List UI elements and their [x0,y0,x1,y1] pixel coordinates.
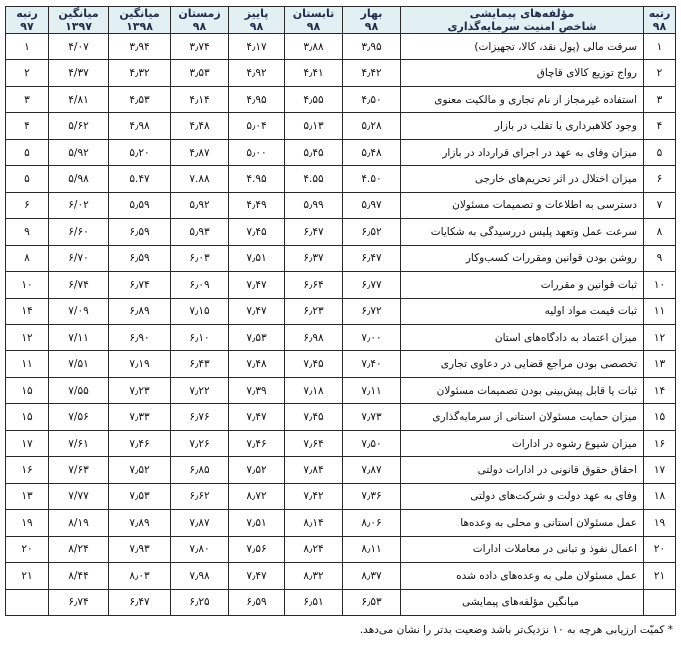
header-summer-year: ۹۸ [285,20,343,34]
table-body [6,34,676,616]
cell-winter: ۶٫۴۳ [171,351,229,377]
cell-avg97: ۵/۶۲ [49,113,109,139]
cell-spring: ۶٫۷۷ [343,272,401,298]
cell-summer: ۷٫۴۵ [285,351,343,377]
cell-rank97: ۱۹ [6,510,49,536]
cell-spring: ۷٫۳۶ [343,483,401,509]
cell-winter: ۷٫۹۸ [171,563,229,589]
cell-rank97: ۳ [6,86,49,112]
table-row [6,86,676,112]
cell-avg97: ۷/۷۷ [49,483,109,509]
cell-rank98: ۶ [644,166,676,192]
avg-cell-avg98: ۶٫۴۷ [109,589,171,615]
cell-autumn: ۸٫۷۲ [229,483,285,509]
cell-spring: ۷٫۸۷ [343,457,401,483]
header-winter-year: ۹۸ [171,20,229,34]
cell-winter: ۷٫۲۲ [171,377,229,403]
cell-rank97: ۱۴ [6,298,49,324]
cell-spring: ۵٫۴۸ [343,139,401,165]
cell-avg97: ۷/۵۱ [49,351,109,377]
cell-rank98: ۱۸ [644,483,676,509]
avg-cell-avg97: ۶٫۷۴ [49,589,109,615]
cell-rank98: ۳ [644,86,676,112]
cell-rank97: ۹ [6,219,49,245]
cell-autumn: ۷٫۴۷ [229,563,285,589]
cell-summer: ۸٫۲۴ [285,536,343,562]
cell-avg97: ۸/۲۴ [49,536,109,562]
cell-avg97: ۷/۱۱ [49,324,109,350]
cell-autumn: ۵٫۰۰ [229,139,285,165]
cell-summer: ۴٫۴۱ [285,60,343,86]
cell-autumn: ۷٫۵۲ [229,457,285,483]
cell-indicator: تخصصی بودن مراجع قضایی در دعاوی تجاری [401,351,644,377]
header-autumn: پاییز [229,7,285,21]
table-row [6,377,676,403]
cell-summer: ۶٫۴۷ [285,219,343,245]
cell-avg98: ۶٫۵۹ [109,245,171,271]
cell-rank97: ۵ [6,139,49,165]
cell-rank97: ۱۳ [6,483,49,509]
cell-rank97: ۴ [6,113,49,139]
cell-summer: ۷٫۶۴ [285,430,343,456]
cell-avg98: ۷٫۵۳ [109,483,171,509]
cell-indicator: میزان اعتماد به دادگاه‌های استان [401,324,644,350]
cell-avg97: ۶/۷۰ [49,245,109,271]
cell-avg98: ۷٫۱۹ [109,351,171,377]
cell-autumn: ۷٫۴۵ [229,219,285,245]
cell-rank98: ۷ [644,192,676,218]
avg-cell-empty [644,589,676,615]
cell-rank97: ۱۶ [6,457,49,483]
table-row [6,272,676,298]
average-row [6,589,676,615]
table-row [6,113,676,139]
cell-autumn: ۷٫۴۷ [229,272,285,298]
header-avg98: میانگین [109,7,171,21]
cell-autumn: ۴.۹۵ [229,166,285,192]
cell-avg97: ۸/۱۹ [49,510,109,536]
table-row [6,139,676,165]
cell-indicator: وفای به عهد دولت و شرکت‌های دولتی [401,483,644,509]
cell-rank98: ۱۵ [644,404,676,430]
table-row [6,510,676,536]
cell-rank98: ۱۳ [644,351,676,377]
header-spring-year: ۹۸ [343,20,401,34]
cell-indicator: رواج توزیع کالای قاچاق [401,60,644,86]
cell-indicator: ثبات یا قابل پیش‌بینی بودن تصمیمات مسئولان [401,377,644,403]
table-row [6,34,676,60]
cell-summer: ۷٫۸۴ [285,457,343,483]
cell-winter: ۶٫۷۶ [171,404,229,430]
cell-rank98: ۱۱ [644,298,676,324]
cell-rank97: ۱۵ [6,404,49,430]
cell-avg98: ۴٫۵۳ [109,86,171,112]
cell-avg98: ۵٫۲۰ [109,139,171,165]
cell-rank97: ۱۷ [6,430,49,456]
cell-winter: ۳٫۷۴ [171,34,229,60]
cell-winter: ۶٫۱۰ [171,324,229,350]
footnote: * کمیّت ارزیابی هرچه به ۱۰ نزدیک‌تر باشد وضعیت بدتر را نشان می‌دهد. [359,624,673,636]
cell-avg97: ۸/۴۴ [49,563,109,589]
cell-winter: ۷٫۸۰ [171,536,229,562]
cell-autumn: ۵٫۰۴ [229,113,285,139]
header-row-2 [6,20,676,34]
cell-avg97: ۴/۳۷ [49,60,109,86]
cell-winter: ۵٫۹۳ [171,219,229,245]
cell-winter: ۶٫۰۳ [171,245,229,271]
cell-rank97: ۱ [6,34,49,60]
cell-autumn: ۴٫۹۲ [229,60,285,86]
cell-spring: ۶٫۵۲ [343,219,401,245]
cell-summer: ۶٫۶۴ [285,272,343,298]
cell-rank98: ۱۲ [644,324,676,350]
cell-autumn: ۴٫۹۵ [229,86,285,112]
table-row [6,430,676,456]
cell-autumn: ۷٫۵۶ [229,536,285,562]
cell-summer: ۶٫۳۷ [285,245,343,271]
table-row [6,351,676,377]
cell-rank98: ۱۴ [644,377,676,403]
cell-summer: ۴٫۵۵ [285,86,343,112]
cell-rank98: ۱ [644,34,676,60]
header-avg98-year: ۱۳۹۸ [109,20,171,34]
cell-indicator: میزان وفای به عهد در اجرای قرارداد در بازار [401,139,644,165]
cell-spring: ۸٫۰۶ [343,510,401,536]
cell-avg97: ۶/۶۰ [49,219,109,245]
header-indicator: مؤلفه‌های پیمایشی [401,7,644,21]
table-row [6,457,676,483]
cell-avg97: ۷/۵۵ [49,377,109,403]
cell-indicator: سرقت مالی (پول نقد، کالا، تجهیزات) [401,34,644,60]
cell-rank98: ۲۱ [644,563,676,589]
cell-avg98: ۷٫۳۳ [109,404,171,430]
cell-winter: ۴٫۱۴ [171,86,229,112]
cell-summer: ۳٫۸۸ [285,34,343,60]
cell-indicator: میزان حمایت مسئولان استانی از سرمایه‌گذاری [401,404,644,430]
cell-avg98: ۷٫۹۳ [109,536,171,562]
cell-rank97: ۱۱ [6,351,49,377]
cell-avg98: ۳٫۹۴ [109,34,171,60]
cell-summer: ۴.۵۵ [285,166,343,192]
cell-winter: ۶٫۶۲ [171,483,229,509]
cell-winter: ۵٫۹۲ [171,192,229,218]
cell-summer: ۵٫۹۹ [285,192,343,218]
cell-rank98: ۱۰ [644,272,676,298]
cell-rank98: ۴ [644,113,676,139]
cell-autumn: ۷٫۵۳ [229,324,285,350]
cell-indicator: احقاق حقوق قانونی در ادارات دولتی [401,457,644,483]
cell-avg97: ۴/۸۱ [49,86,109,112]
cell-rank97: ۲۱ [6,563,49,589]
cell-rank98: ۱۹ [644,510,676,536]
table-row [6,219,676,245]
table-row [6,60,676,86]
header-indicator-sub: شاخص امنیت سرمایه‌گذاری [401,20,644,34]
cell-winter: ۷٫۲۶ [171,430,229,456]
cell-autumn: ۷٫۴۷ [229,298,285,324]
cell-rank97: ۲۰ [6,536,49,562]
cell-rank97: ۱۰ [6,272,49,298]
cell-indicator: عمل مسئولان استانی و محلی به وعده‌ها [401,510,644,536]
cell-indicator: ثبات قیمت مواد اولیه [401,298,644,324]
table-row [6,563,676,589]
avg-cell-label: میانگین مؤلفه‌های پیمایشی [401,589,644,615]
cell-avg98: ۶٫۹۰ [109,324,171,350]
cell-avg98: ۴٫۹۸ [109,113,171,139]
cell-indicator: استفاده غیرمجاز از نام تجاری و مالکیت معنوی [401,86,644,112]
table-row [6,298,676,324]
cell-rank98: ۲۰ [644,536,676,562]
cell-spring: ۸٫۳۷ [343,563,401,589]
cell-summer: ۶٫۲۳ [285,298,343,324]
cell-avg98: ۸٫۰۳ [109,563,171,589]
cell-spring: ۴.۵۰ [343,166,401,192]
header-rank97-year: ۹۷ [6,20,49,34]
cell-winter: ۷.۸۸ [171,166,229,192]
cell-summer: ۸٫۳۲ [285,563,343,589]
cell-winter: ۷٫۱۵ [171,298,229,324]
cell-indicator: ثبات قوانین و مقررات [401,272,644,298]
cell-indicator: میزان اختلال در اثر تحریم‌های خارجی [401,166,644,192]
cell-spring: ۸٫۱۱ [343,536,401,562]
avg-cell-winter: ۶٫۲۵ [171,589,229,615]
cell-avg97: ۷/۶۱ [49,430,109,456]
cell-summer: ۶٫۹۸ [285,324,343,350]
cell-avg97: ۶/۷۴ [49,272,109,298]
cell-autumn: ۷٫۴۸ [229,351,285,377]
cell-spring: ۷٫۴۰ [343,351,401,377]
cell-winter: ۷٫۸۷ [171,510,229,536]
cell-rank98: ۵ [644,139,676,165]
cell-spring: ۶٫۴۷ [343,245,401,271]
cell-summer: ۷٫۴۲ [285,483,343,509]
cell-spring: ۶٫۷۲ [343,298,401,324]
cell-avg97: ۴/۰۷ [49,34,109,60]
cell-rank97: ۱۲ [6,324,49,350]
cell-spring: ۷٫۱۱ [343,377,401,403]
cell-summer: ۵٫۱۳ [285,113,343,139]
table-row [6,483,676,509]
header-avg97: میانگین [49,7,109,21]
table-row [6,536,676,562]
table-row [6,166,676,192]
cell-avg97: ۶/۰۲ [49,192,109,218]
cell-spring: ۴٫۴۲ [343,60,401,86]
header-summer: تابستان [285,7,343,21]
cell-avg98: ۶٫۸۹ [109,298,171,324]
avg-cell-empty [6,589,49,615]
cell-summer: ۷٫۱۸ [285,377,343,403]
table-row [6,245,676,271]
header-autumn-year: ۹۸ [229,20,285,34]
cell-winter: ۶٫۰۹ [171,272,229,298]
cell-avg98: ۵٫۵۹ [109,192,171,218]
cell-avg97: ۷/۵۶ [49,404,109,430]
cell-spring: ۷٫۵۰ [343,430,401,456]
header-winter: زمستان [171,7,229,21]
cell-winter: ۴٫۸۷ [171,139,229,165]
cell-autumn: ۷٫۴۷ [229,404,285,430]
cell-summer: ۸٫۱۴ [285,510,343,536]
cell-rank98: ۱۶ [644,430,676,456]
cell-avg97: ۵/۹۸ [49,166,109,192]
cell-autumn: ۷٫۴۶ [229,430,285,456]
header-rank98: رتبه [644,7,676,21]
cell-rank98: ۲ [644,60,676,86]
avg-cell-autumn: ۶٫۵۹ [229,589,285,615]
cell-winter: ۳٫۵۳ [171,60,229,86]
header-rank98-year: ۹۸ [644,20,676,34]
cell-indicator: روشن بودن قوانین ومقررات کسب‌وکار [401,245,644,271]
header-rank97: رتبه [6,7,49,21]
header-avg97-year: ۱۳۹۷ [49,20,109,34]
cell-indicator: سرعت عمل وتعهد پلیس دررسیدگی به شکایات [401,219,644,245]
cell-avg98: ۶٫۵۹ [109,219,171,245]
cell-autumn: ۴٫۱۷ [229,34,285,60]
cell-avg97: ۵/۹۲ [49,139,109,165]
cell-spring: ۷٫۷۳ [343,404,401,430]
cell-rank98: ۸ [644,219,676,245]
cell-rank98: ۱۷ [644,457,676,483]
cell-rank97: ۶ [6,192,49,218]
cell-spring: ۵٫۲۸ [343,113,401,139]
cell-rank97: ۲ [6,60,49,86]
avg-cell-summer: ۶٫۵۱ [285,589,343,615]
cell-winter: ۴٫۴۸ [171,113,229,139]
cell-rank98: ۹ [644,245,676,271]
cell-autumn: ۷٫۵۱ [229,510,285,536]
cell-autumn: ۴٫۴۹ [229,192,285,218]
cell-avg98: ۵.۴۷ [109,166,171,192]
header-row-1 [6,7,676,21]
cell-spring: ۳٫۹۵ [343,34,401,60]
investment-security-table [5,6,676,616]
table-row [6,192,676,218]
cell-rank97: ۸ [6,245,49,271]
avg-cell-spring: ۶٫۵۳ [343,589,401,615]
cell-rank97: ۱۵ [6,377,49,403]
header-spring: بهار [343,7,401,21]
cell-avg98: ۷٫۸۹ [109,510,171,536]
cell-avg98: ۶٫۷۴ [109,272,171,298]
cell-avg98: ۷٫۴۶ [109,430,171,456]
cell-autumn: ۷٫۵۱ [229,245,285,271]
cell-summer: ۵٫۴۵ [285,139,343,165]
cell-avg97: ۷/۰۹ [49,298,109,324]
cell-spring: ۷٫۰۰ [343,324,401,350]
cell-indicator: وجود کلاهبرداری یا تقلب در بازار [401,113,644,139]
cell-spring: ۴٫۵۰ [343,86,401,112]
cell-avg97: ۷/۶۳ [49,457,109,483]
cell-avg98: ۷٫۵۲ [109,457,171,483]
cell-autumn: ۷٫۳۹ [229,377,285,403]
cell-indicator: عمل مسئولان ملی به وعده‌های داده شده [401,563,644,589]
cell-summer: ۷٫۴۵ [285,404,343,430]
cell-indicator: دسترسی به اطلاعات و تصمیمات مسئولان [401,192,644,218]
cell-avg98: ۷٫۲۳ [109,377,171,403]
cell-avg98: ۴٫۳۲ [109,60,171,86]
cell-spring: ۵٫۹۷ [343,192,401,218]
cell-indicator: اعمال نفوذ و تبانی در معاملات ادارات [401,536,644,562]
cell-rank97: ۵ [6,166,49,192]
table-row [6,324,676,350]
table-row [6,404,676,430]
cell-winter: ۶٫۸۵ [171,457,229,483]
cell-indicator: میزان شیوع رشوه در ادارات [401,430,644,456]
